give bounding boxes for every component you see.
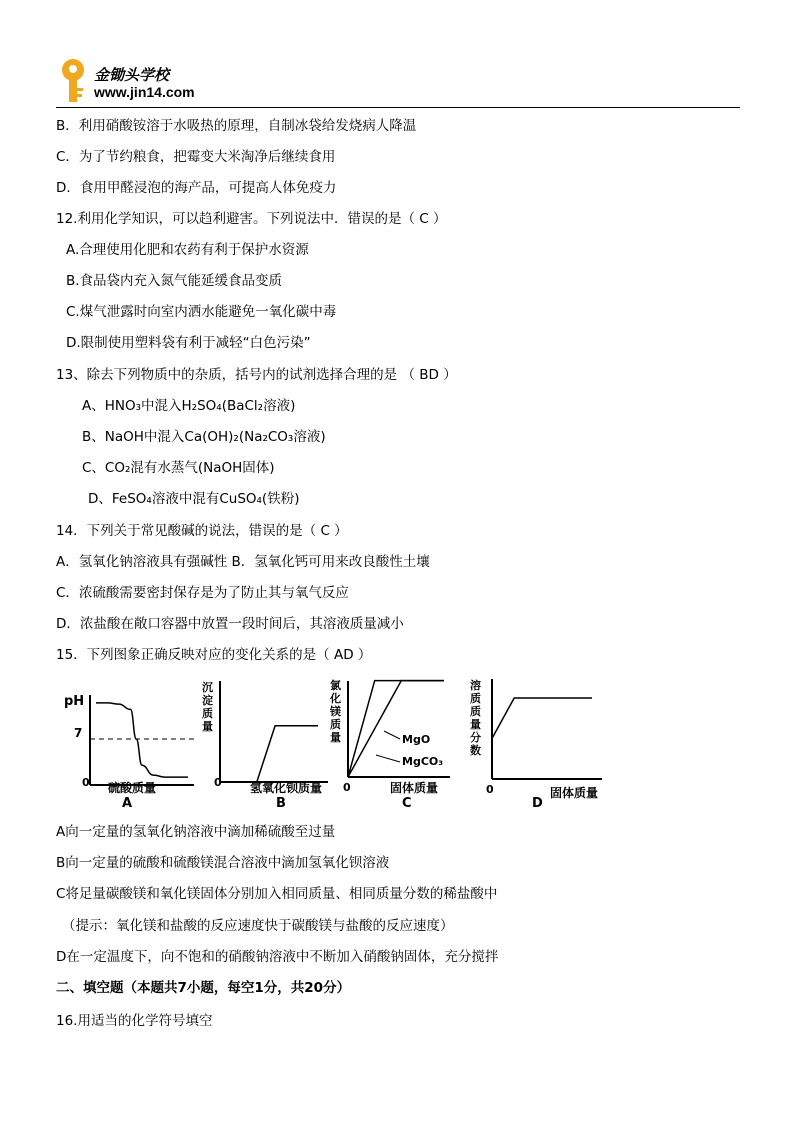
chart-b-panel: B [276, 796, 286, 809]
option-11c: C．为了节约粮食，把霉变大米淘净后继续食用 [56, 149, 336, 165]
svg-text:质: 质 [470, 692, 481, 705]
option-14d: D．浓盐酸在敞口容器中放置一段时间后，其溶液质量减小 [56, 616, 404, 632]
chart-a-origin: 0 [82, 776, 90, 789]
svg-text:量: 量 [330, 731, 341, 744]
svg-text:淀: 淀 [202, 694, 213, 707]
option-11b: B．利用硝酸铵溶于水吸热的原理，自制冰袋给发烧病人降温 [56, 118, 417, 134]
svg-text:镁: 镁 [330, 705, 341, 718]
svg-text:分: 分 [470, 731, 481, 744]
chart-c [326, 677, 476, 809]
svg-text:质: 质 [330, 718, 341, 731]
explain-d: D在一定温度下，向不饱和的硝酸钠溶液中不断加入硝酸钠固体，充分搅拌 [56, 949, 499, 965]
chart-b-origin: 0 [214, 776, 222, 789]
svg-text:氯: 氯 [330, 679, 341, 692]
chart-a-xlabel: 硫酸质量 [108, 781, 157, 795]
option-12a: A.合理使用化肥和农药有利于保护水资源 [66, 242, 309, 258]
chart-d-curve [492, 698, 592, 739]
key-logo-icon [56, 58, 92, 106]
svg-text:量: 量 [202, 720, 213, 733]
chart-d-panel: D [532, 796, 543, 809]
option-13d: D、FeSO₄溶液中混有CuSO₄(铁粉) [88, 491, 300, 507]
svg-text:质: 质 [470, 705, 481, 718]
explain-a: A向一定量的氢氧化钠溶液中滴加稀硫酸至过量 [56, 824, 336, 840]
svg-text:量: 量 [470, 718, 481, 731]
site-url: www.jin14.com [94, 84, 195, 100]
chart-b-ylabel [202, 680, 213, 733]
svg-text:沉: 沉 [202, 681, 213, 694]
option-12b: B.食品袋内充入氮气能延缓食品变质 [66, 273, 283, 289]
header-divider [56, 107, 740, 108]
logo-text: 金锄头学校 [94, 66, 170, 84]
chart-d-xlabel: 固体质量 [550, 786, 599, 800]
question-15: 15．下列图象正确反映对应的变化关系的是（ AD ） [56, 647, 372, 663]
svg-text:溶: 溶 [470, 679, 481, 692]
chart-a-curve [96, 703, 188, 777]
option-13b: B、NaOH中混入Ca(OH)₂(Na₂CO₃溶液) [82, 429, 326, 445]
question-12: 12.利用化学知识，可以趋利避害。下列说法中．错误的是（ C ） [56, 211, 447, 227]
chart-c-mgo-pointer [384, 731, 400, 739]
question-16: 16.用适当的化学符号填空 [56, 1013, 213, 1029]
chart-c-panel: C [402, 796, 412, 809]
option-12c: C.煤气泄露时向室内洒水能避免一氧化碳中毒 [66, 304, 337, 320]
svg-text:数: 数 [470, 744, 481, 757]
chart-d-ylabel [470, 678, 481, 757]
option-11d: D．食用甲醛浸泡的海产品，可提高人体免疫力 [56, 180, 337, 196]
section-heading: 二、填空题（本题共7小题，每空1分，共20分） [56, 980, 351, 996]
option-13a: A、HNO₃中混入H₂SO₄(BaCl₂溶液) [82, 398, 296, 414]
chart-c-legend-mgco3: MgCO₃ [402, 755, 444, 768]
chart-c-ylabel [329, 678, 341, 744]
chart-a-panel: A [122, 796, 133, 809]
chart-c-mgco3-pointer [376, 755, 400, 762]
explain-c: C将足量碳酸镁和氧化镁固体分别加入相同质量、相同质量分数的稀盐酸中 [56, 886, 498, 902]
option-12d: D.限制使用塑料袋有利于减轻“白色污染” [66, 335, 311, 351]
question-13: 13、除去下列物质中的杂质，括号内的试剂选择合理的是 （ BD ） [56, 367, 457, 383]
chart-c-legend-mgo: MgO [402, 733, 431, 746]
svg-text:化: 化 [330, 692, 341, 705]
chart-b-curve [220, 726, 318, 782]
option-14c: C．浓硫酸需要密封保存是为了防止其与氧气反应 [56, 585, 349, 601]
svg-text:质: 质 [202, 707, 213, 720]
chart-c-xlabel: 固体质量 [390, 781, 439, 795]
explain-c-hint: （提示：氧化镁和盐酸的反应速度快于碳酸镁与盐酸的反应速度） [62, 918, 454, 934]
chart-d [470, 677, 610, 809]
chart-b-xlabel: 氢氧化钡质量 [250, 781, 323, 795]
option-14ab: A．氢氧化钠溶液具有强碱性 B．氢氧化钙可用来改良酸性土壤 [56, 554, 430, 570]
chart-d-origin: 0 [486, 783, 494, 796]
chart-b [196, 677, 346, 809]
chart-c-origin: 0 [343, 781, 351, 794]
question-14: 14．下列关于常见酸碱的说法，错误的是（ C ） [56, 523, 348, 539]
chart-a-ref-label: 7 [74, 726, 83, 740]
chart-a [60, 677, 200, 809]
option-13c: C、CO₂混有水蒸气(NaOH固体) [82, 460, 275, 476]
chart-a-ylabel: pH [64, 694, 85, 709]
explain-b: B向一定量的硫酸和硫酸镁混合溶液中滴加氢氧化钡溶液 [56, 855, 390, 871]
